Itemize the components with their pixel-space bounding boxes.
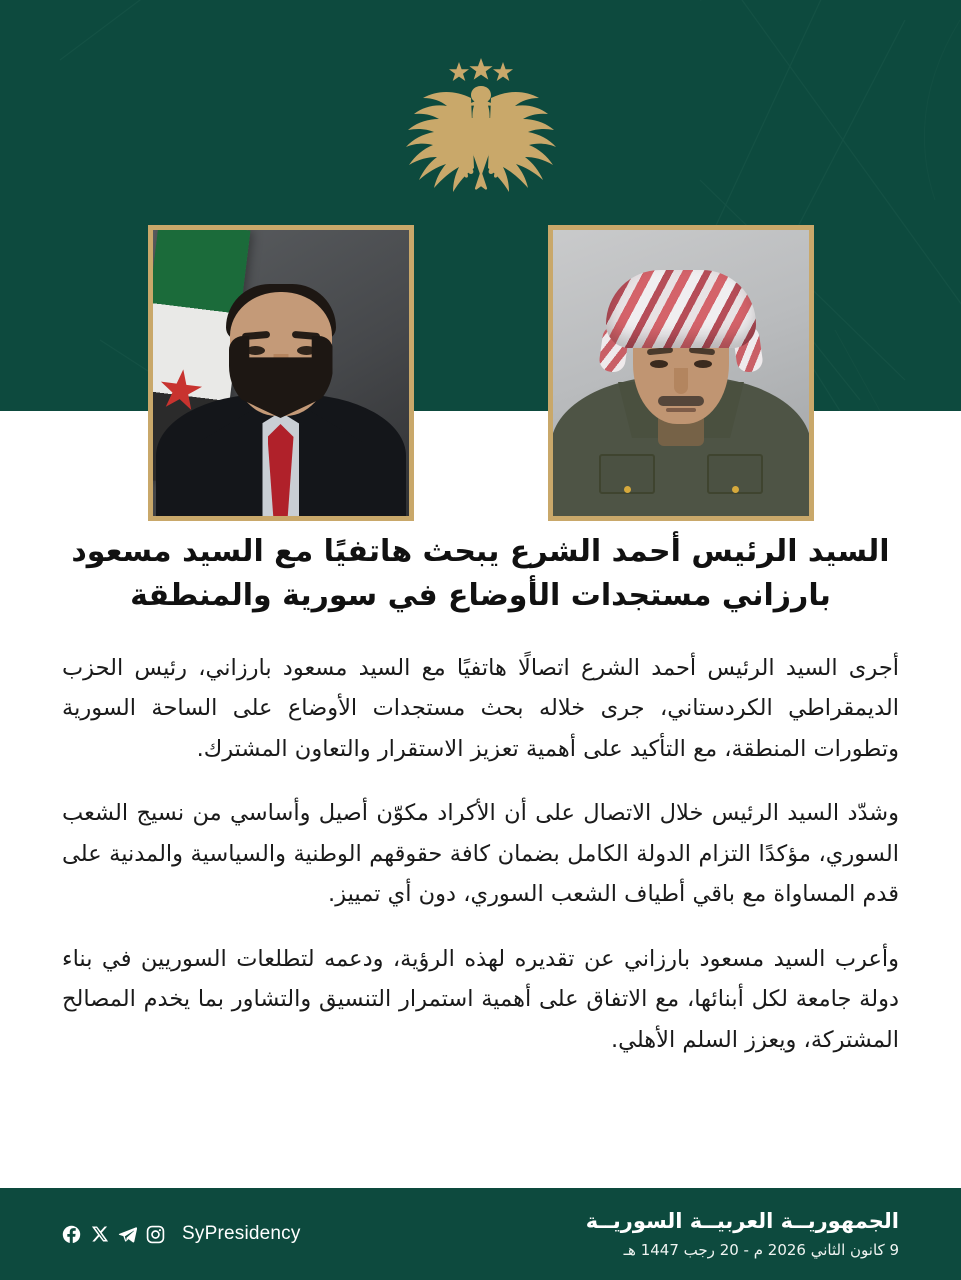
statement-content — [0, 530, 961, 1060]
portrait-masoud-barzani — [548, 225, 814, 521]
social-handle[interactable]: SyPresidency — [182, 1223, 301, 1244]
page-title: السيد الرئيس أحمد الشرع يبحث هاتفيًا مع السيد مسعود بارزاني مستجدات الأوضاع في سورية والمنطقة — [71, 534, 890, 613]
social-links — [62, 1223, 301, 1245]
facebook-icon[interactable] — [62, 1225, 81, 1244]
telegram-icon[interactable] — [118, 1225, 137, 1244]
instagram-icon[interactable] — [146, 1225, 165, 1244]
statement-paragraph-1: أجرى السيد الرئيس أحمد الشرع اتصالًا هاتفيًا مع السيد مسعود بارزاني، رئيس الحزب الديمقراطي الكردستاني، جرى خلاله بحث مستجدات الأوضاع على الساحة السورية وتطورات المنطقة، مع التأكيد على أهمية تعزيز الاستقرار والتعاون المشترك. — [62, 654, 899, 762]
statement-paragraph-2: وشدّد السيد الرئيس خلال الاتصال على أن الأكراد مكوّن أصيل وأساسي من نسيج الشعب السوري، مؤكدًا التزام الدولة الكامل بضمان كافة حقوقهم الوطنية والسياسية والمدنية على قدم المساواة مع باقي أطياف الشعب السوري، دون أي تمييز. — [62, 800, 899, 908]
statement-paragraph-3: وأعرب السيد مسعود بارزاني عن تقديره لهذه الرؤية، ودعمه لتطلعات السوريين في بناء دولة جامعة لكل أبنائها، مع الاتفاق على أهمية استمرار التنسيق والتشاور بما يخدم المصالح المشتركة، ويعزز السلم الأهلي. — [62, 945, 899, 1053]
portrait-row — [0, 225, 961, 525]
footer-band — [0, 1188, 961, 1280]
portrait-ahmed-al-sharaa — [148, 225, 414, 521]
syrian-eagle-emblem — [391, 58, 571, 193]
publication-date: 9 كانون الثاني 2026 م - 20 رجب 1447 هـ — [623, 1241, 899, 1260]
x-twitter-icon[interactable] — [90, 1225, 109, 1244]
organization-name: الجمهوريــة العربيــة السوريــة — [585, 1208, 899, 1233]
footer-organization-block — [586, 1209, 899, 1259]
